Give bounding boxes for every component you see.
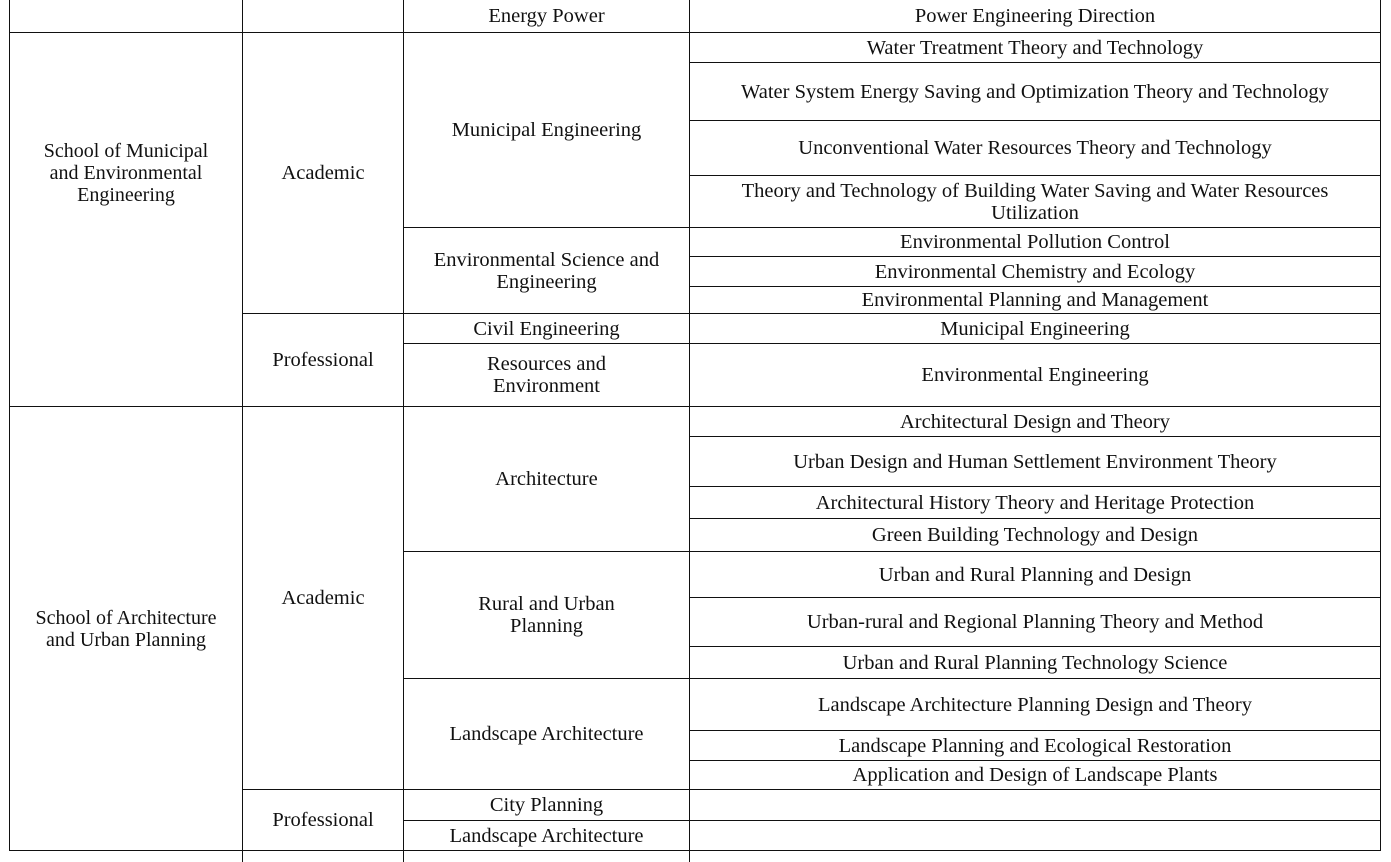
degree-type: Professional: [272, 349, 374, 371]
school-name: School of Municipal and Environmental Engineering: [43, 140, 209, 206]
major-cell: [404, 33, 689, 227]
direction-name: Water Treatment Theory and Technology: [866, 36, 1204, 59]
major-name: Rural and Urban Planning: [478, 593, 615, 637]
direction-cell-empty: [690, 821, 1380, 850]
direction-name: Environmental Planning and Management: [861, 289, 1209, 311]
major-cell: [404, 344, 689, 406]
major-cell: [404, 228, 689, 313]
direction-cell: [690, 679, 1380, 730]
direction-cell: [690, 407, 1380, 436]
direction-cell: [690, 176, 1380, 227]
direction-cell: [690, 552, 1380, 597]
direction-name: Environmental Pollution Control: [900, 231, 1170, 253]
direction-name: Power Engineering Direction: [914, 5, 1156, 27]
major-name: Landscape Architecture: [449, 824, 644, 847]
major-cell: [404, 0, 689, 32]
major-name: Environmental Science and Engineering: [433, 248, 660, 293]
major-name: Energy Power: [488, 5, 605, 27]
direction-name: Unconventional Water Resources Theory and Technology: [798, 137, 1272, 159]
major-name: Landscape Architecture: [449, 723, 644, 745]
degree-type-cell: [243, 407, 403, 789]
direction-cell: [690, 228, 1380, 256]
direction-cell: [690, 314, 1380, 343]
degree-type-cell: [243, 314, 403, 406]
direction-name: Urban Design and Human Settlement Environment Theory: [793, 450, 1277, 473]
direction-name: Application and Design of Landscape Plants: [852, 764, 1218, 786]
direction-cell: [690, 33, 1380, 62]
direction-name: Environmental Engineering: [921, 364, 1149, 386]
major-name: Civil Engineering: [473, 317, 620, 340]
school-cell: [10, 407, 242, 850]
direction-name: Architectural History Theory and Heritage Protection: [815, 491, 1255, 514]
grid-line: [1380, 0, 1381, 851]
grid-line: [9, 850, 1381, 851]
major-name: Architecture: [495, 468, 598, 490]
direction-cell: [690, 487, 1380, 518]
degree-type-cell: [243, 33, 403, 313]
direction-cell: [690, 437, 1380, 486]
major-name: City Planning: [489, 794, 604, 816]
degree-type: Academic: [281, 587, 365, 609]
direction-name: Urban and Rural Planning Technology Science: [842, 651, 1228, 674]
degree-type: Professional: [272, 809, 374, 831]
direction-cell: [690, 287, 1380, 313]
direction-cell: [690, 344, 1380, 406]
direction-name: Environmental Chemistry and Ecology: [874, 260, 1196, 283]
major-cell: [404, 552, 689, 678]
major-cell: [404, 790, 689, 820]
direction-name: Urban and Rural Planning and Design: [878, 563, 1192, 586]
direction-name: Urban-rural and Regional Planning Theory and Method: [806, 611, 1264, 633]
direction-cell: [690, 731, 1380, 760]
direction-name: Landscape Architecture Planning Design and Theory: [818, 693, 1252, 716]
direction-cell: [690, 598, 1380, 646]
direction-name: Landscape Planning and Ecological Restoration: [838, 734, 1232, 757]
major-name: Municipal Engineering: [451, 119, 642, 141]
direction-cell: [690, 257, 1380, 286]
direction-cell: [690, 647, 1380, 678]
direction-cell: [690, 63, 1380, 120]
direction-cell: [690, 519, 1380, 551]
major-cell: [404, 314, 689, 343]
direction-cell: [690, 121, 1380, 175]
major-cell: [404, 821, 689, 850]
direction-cell-empty: [690, 790, 1380, 820]
major-cell: [404, 679, 689, 789]
major-name: Resources and Environment: [487, 353, 606, 397]
major-cell: [404, 407, 689, 551]
direction-name: Municipal Engineering: [940, 317, 1130, 340]
school-cell: [10, 33, 242, 313]
direction-cell: [690, 0, 1380, 32]
degree-type: Academic: [281, 162, 365, 184]
degree-type-cell: [243, 790, 403, 850]
direction-cell: [690, 761, 1380, 789]
direction-name: Theory and Technology of Building Water Saving and Water Resources Utilization: [741, 179, 1329, 224]
school-name: School of Architecture and Urban Planning: [35, 606, 217, 651]
direction-name: Green Building Technology and Design: [871, 524, 1199, 546]
direction-name: Architectural Design and Theory: [899, 410, 1170, 433]
direction-name: Water System Energy Saving and Optimization Theory and Technology: [741, 80, 1329, 103]
